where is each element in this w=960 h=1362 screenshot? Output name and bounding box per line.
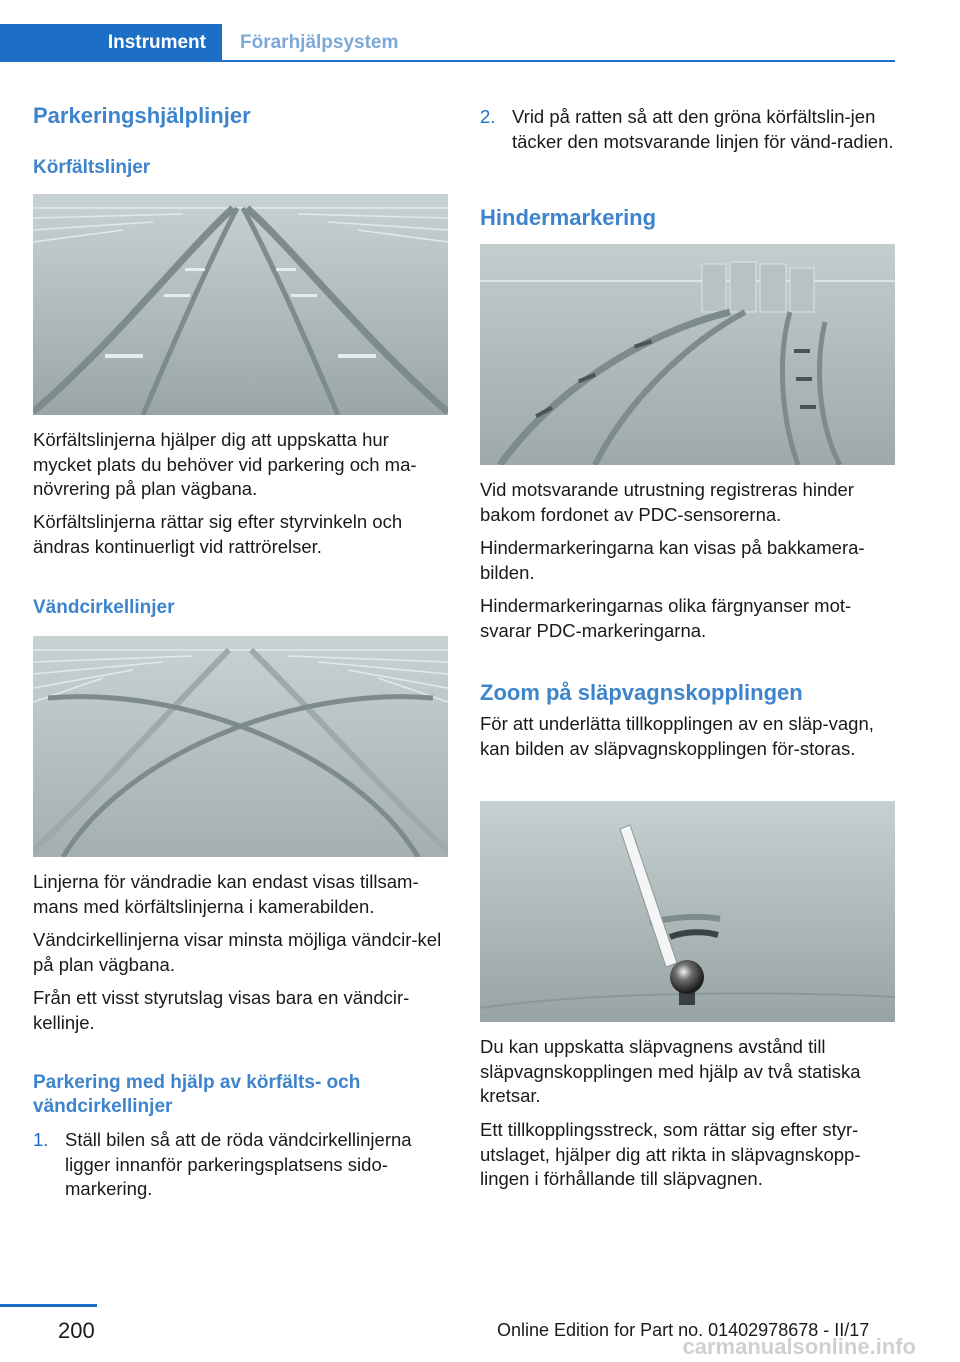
subheading-vandcirkellinjer: Vändcirkellinjer <box>33 597 175 618</box>
watermark: carmanualsonline.info <box>682 1334 916 1359</box>
step-1-text: Ställ bilen så att de röda vändcirkellinjerna ligger innanför parkeringsplatsens sido-markering. <box>65 1129 412 1199</box>
header-rule <box>0 60 895 62</box>
paragraph-korfaltslinjer-2: Körfältslinjerna rättar sig efter styrvinkeln och ändras kontinuerligt vid rattrörelser. <box>33 511 403 557</box>
step-2-number: 2. <box>480 106 496 127</box>
step-1-number: 1. <box>33 1129 49 1150</box>
paragraph-vandradie-2: Vändcirkellinjerna visar minsta möjliga vändcir-kel på plan vägbana. <box>33 929 442 975</box>
footer-rule <box>0 1304 97 1307</box>
figure-trailer-hitch <box>480 801 895 1022</box>
tab-forarhjalpsystem[interactable]: Förarhjälpsystem <box>240 31 399 53</box>
figure-turning-circle-lines <box>33 636 448 857</box>
figure-obstacle-marking <box>480 244 895 465</box>
paragraph-vandradie-3: Från ett visst styrutslag visas bara en vändcir-kellinje. <box>33 987 410 1033</box>
paragraph-hinder-1: Vid motsvarande utrustning registreras hinder bakom fordonet av PDC-sensorerna. <box>480 479 854 525</box>
paragraph-zoom-2: Du kan uppskatta släpvagnens avstånd till släpvagnskopplingen med hjälp av två statiska kretsar. <box>480 1036 861 1106</box>
paragraph-vandradie-1: Linjerna för vändradie kan endast visas tillsam-mans med körfältslinjerna i kamerabilden. <box>33 871 419 917</box>
section-heading-parkeringshjalplinjer: Parkeringshjälplinjer <box>33 103 251 128</box>
paragraph-hinder-3: Hindermarkeringarnas olika färgnyanser mot-svarar PDC-markeringarna. <box>480 595 852 641</box>
step-2-text: Vrid på ratten så att den gröna körfältslin-jen täcker den motsvarande linjen för vänd-radien. <box>512 106 894 152</box>
paragraph-zoom-3: Ett tillkopplingsstreck, som rättar sig efter styr-utslaget, hjälper dig att rikta in släpvagnskopp-lingen i förhållande till släpvagnen. <box>480 1119 861 1189</box>
section-heading-hindermarkering: Hindermarkering <box>480 205 657 230</box>
paragraph-hinder-2: Hindermarkeringarna kan visas på bakkamera-bilden. <box>480 537 865 583</box>
edition-note: Online Edition for Part no. 01402978678 - II/17 <box>497 1320 870 1340</box>
subheading-parkering-med-hjalp: Parkering med hjälp av körfälts- och vändcirkellinjer <box>33 1072 361 1117</box>
paragraph-zoom-1: För att underlätta tillkopplingen av en släp-vagn, kan bilden av släpvagnskopplingen för-storas. <box>480 713 874 759</box>
page-header <box>0 0 960 64</box>
subheading-korfaltslinjer: Körfältslinjer <box>33 157 151 178</box>
section-heading-zoom: Zoom på släpvagnskopplingen <box>480 680 803 705</box>
figure-lane-lines <box>33 194 448 415</box>
paragraph-korfaltslinjer-1: Körfältslinjerna hjälper dig att uppskatta hur mycket plats du behöver vid parkering och ma-növrering på plan vägbana. <box>33 429 417 499</box>
page-number: 200 <box>58 1318 95 1343</box>
tab-instrument[interactable]: Instrument <box>0 24 222 61</box>
